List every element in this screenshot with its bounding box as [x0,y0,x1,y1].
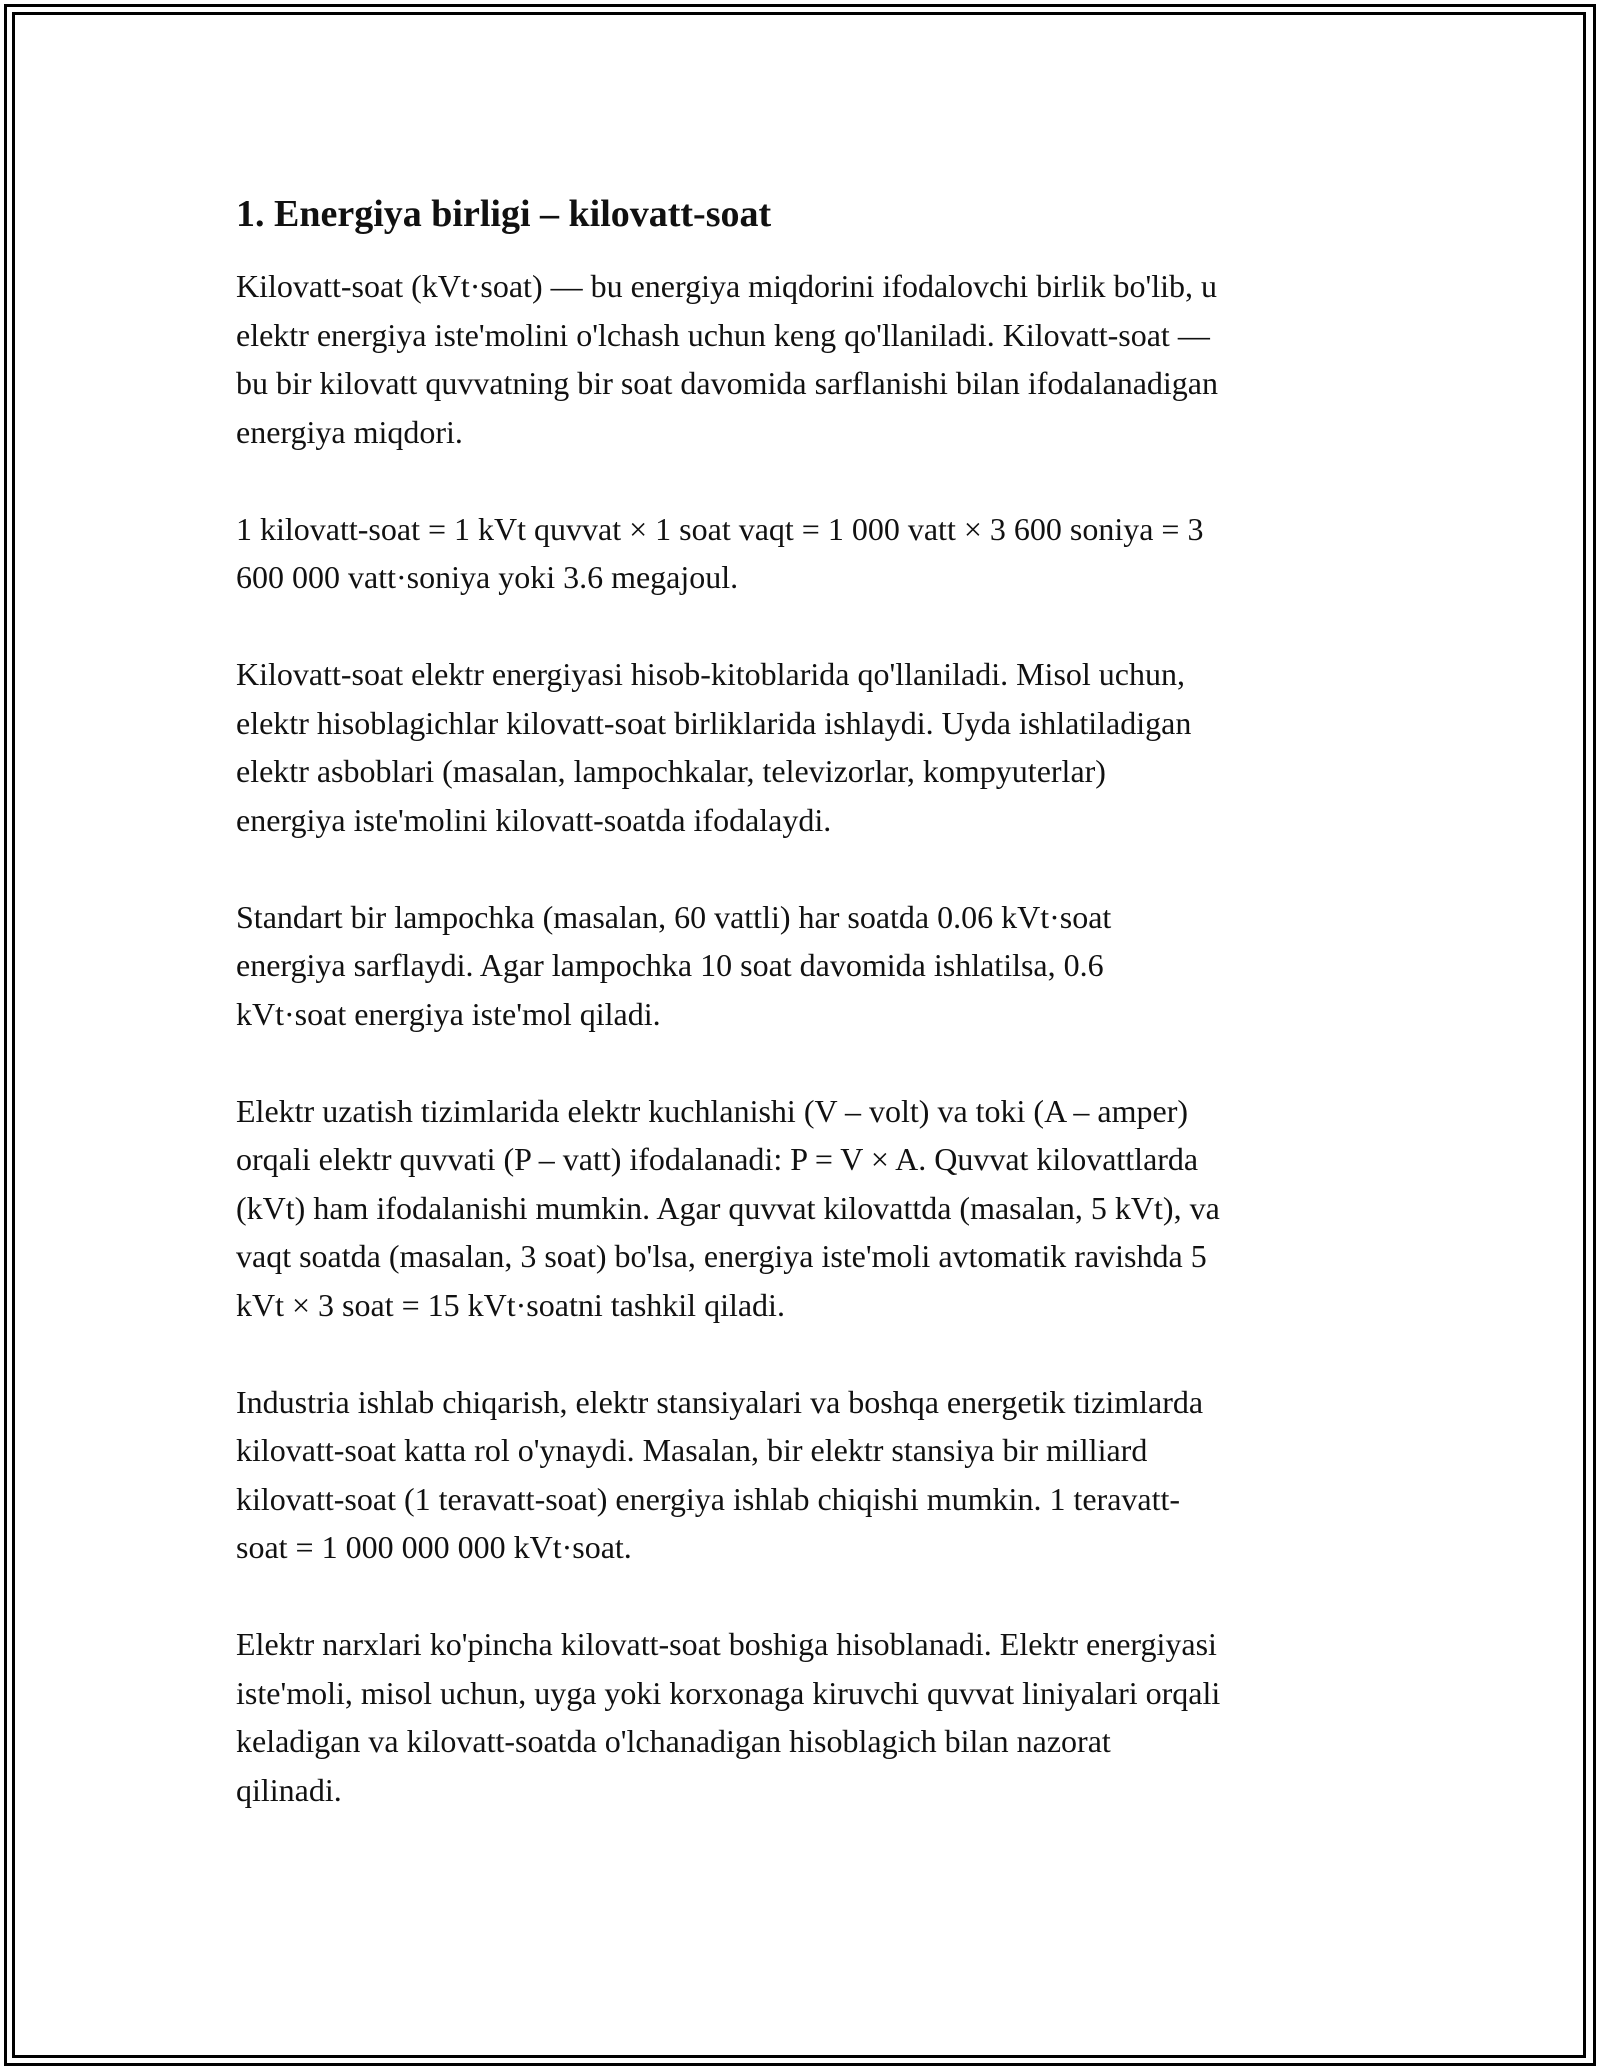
paragraph-line: kVt × 3 soat = 15 kVt·soatni tashkil qiladi. [236,1286,785,1323]
paragraph-line: elektr asboblari (masalan, lampochkalar, televizorlar, kompyuterlar) [236,753,1106,789]
paragraph-line: 1 kilovatt-soat = 1 kVt quvvat × 1 soat vaqt = 1 000 vatt × 3 600 soniya = 3 [236,510,1204,547]
paragraph-line: energiya miqdori. [236,413,463,450]
paragraph-line: Elektr narxlari ko'pincha kilovatt-soat boshiga hisoblanadi. Elektr energiyasi [236,1626,1217,1662]
paragraph-line: energiya iste'molini kilovatt-soatda ifodalaydi. [236,801,832,838]
paragraph-line: qilinadi. [236,1771,342,1808]
paragraph-line: bu bir kilovatt quvvatning bir soat davomida sarflanishi bilan ifodalanadigan [236,365,1218,401]
paragraph-line: soat = 1 000 000 000 kVt·soat. [236,1529,632,1565]
paragraph-line: elektr energiya iste'molini o'lchash uchun keng qo'llaniladi. Kilovatt-soat — [236,316,1210,353]
paragraph-line: iste'moli, misol uchun, uyga yoki korxonaga kiruvchi quvvat liniyalari orqali [236,1674,1221,1711]
paragraph-line: elektr hisoblagichlar kilovatt-soat birliklarida ishlaydi. Uyda ishlatiladigan [236,704,1192,741]
paragraph-line: vaqt soatda (masalan, 3 soat) bo'lsa, energiya iste'moli avtomatik ravishda 5 [236,1238,1207,1274]
paragraph-3 [236,650,1376,844]
paragraph-line: Kilovatt-soat (kVt·soat) — bu energiya miqdorini ifodalovchi birlik bo'lib, u [236,268,1217,304]
paragraph-4 [236,893,1376,1039]
paragraph-line: (kVt) ham ifodalanishi mumkin. Agar quvvat kilovattda (masalan, 5 kVt), va [236,1189,1220,1226]
paragraph-line: 600 000 vatt·soniya yoki 3.6 megajoul. [236,559,739,595]
paragraph-line: Industria ishlab chiqarish, elektr stansiyalari va boshqa energetik tizimlarda [236,1383,1204,1420]
document-body [236,190,1376,1863]
paragraph-2 [236,505,1376,602]
paragraph-line: kVt·soat energiya iste'mol qiladi. [236,995,661,1032]
paragraph-5 [236,1087,1376,1330]
paragraph-list [236,262,1376,1814]
paragraph-6 [236,1378,1376,1572]
paragraph-7 [236,1620,1376,1814]
paragraph-line: Standart bir lampochka (masalan, 60 vattli) har soatda 0.06 kVt·soat [236,898,1112,935]
section-heading: 1. Energiya birligi – kilovatt-soat [236,193,772,235]
paragraph-line: Elektr uzatish tizimlarida elektr kuchlanishi (V – volt) va toki (A – amper) [236,1092,1189,1129]
paragraph-1 [236,262,1376,456]
paragraph-line: energiya sarflaydi. Agar lampochka 10 soat davomida ishlatilsa, 0.6 [236,947,1104,983]
paragraph-line: keladigan va kilovatt-soatda o'lchanadigan hisoblagich bilan nazorat [236,1723,1111,1759]
paragraph-line: kilovatt-soat katta rol o'ynaydi. Masalan, bir elektr stansiya bir milliard [236,1432,1148,1468]
paragraph-line: Kilovatt-soat elektr energiyasi hisob-kitoblarida qo'llaniladi. Misol uchun, [236,656,1185,692]
paragraph-line: kilovatt-soat (1 teravatt-soat) energiya ishlab chiqishi mumkin. 1 teravatt- [236,1480,1181,1517]
paragraph-line: orqali elektr quvvati (P – vatt) ifodalanadi: P = V × A. Quvvat kilovattlarda [236,1141,1199,1177]
